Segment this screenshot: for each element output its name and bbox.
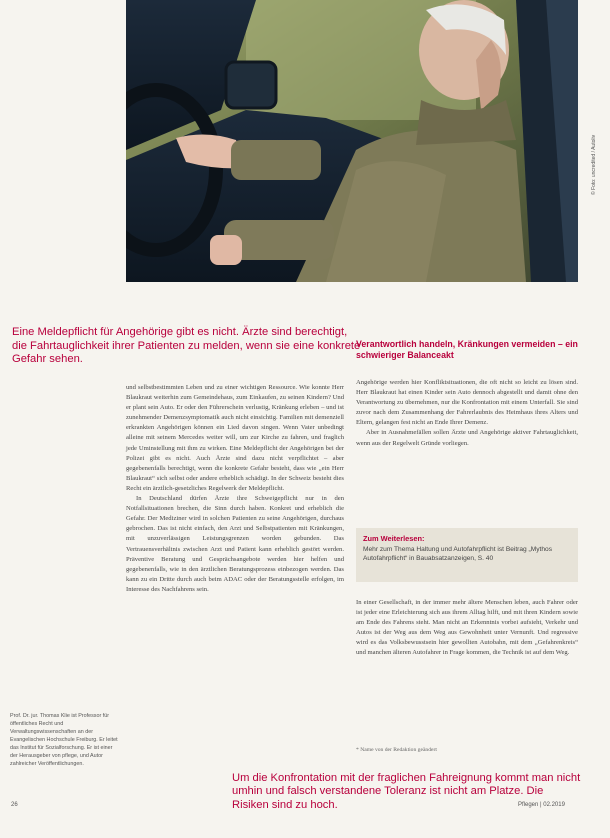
author-bio: Prof. Dr. jur. Thomas Klie ist Professor für öffentliches Recht und Verwaltungswissenschaften an der Evangelischen Hochschule Freiburg. Er leitet das Institut für Sozialforschung. Er ist einer der Herausgeber von pflege, und Autor zahlreicher Veröffentlichungen. — [10, 713, 118, 767]
photo-credit: © Foto: uncredited / Autoliv — [591, 134, 597, 195]
paragraph: Angehörige werden hier Konfliktsituationen, die oft nicht so leicht zu lösen sind. Herr Blaukraut hat einen Kinder sein Auto dennoch abgestellt und damit ohne den Verantwortung zu übernehmen, nur die Konfrontation mit einem Unterfall. Sie sind zuvor nach dem Zusammenhang der Fahrerlaubnis des Heimhaus ihres Alters und Eltern, gelangen fest nicht an Ende Ihrer Demenz. — [356, 379, 578, 427]
page-number: 26 — [11, 802, 18, 808]
paragraph: In einer Gesellschaft, in der immer mehr ältere Menschen leben, auch Fahrer oder ist jeder eine Erleichterung sich aus ihrem Alltag hilft, und mit ihren Kindern sowie am Ende des Fahrens steht. Man nicht an Erkenntnis vorbei aufsieht, Verkehr und Autos ist der Weg aus dem Weg aus Gewohnheit unter Vernunft. Und regressive wird es das Volksbewusstsein hier gewollten Autobahn, mit dem „Gefahrenkreis“ und manchen älteren Autofahrer in Frage kommen, die Technik ist auf dem Weg. — [356, 599, 578, 657]
further-reading-text: Mehr zum Thema Haltung und Autofahrpflicht ist Beitrag „Mythos Autofahrpflicht“ in Bauabsatzanzeigen, S. 40 — [363, 546, 552, 563]
paragraph: Aber in Ausnahmefällen sollen Ärzte und Angehörige aktiver Fahrtauglichkeit, wenn aus der Regelwelt Gründe vorliegen. — [356, 429, 578, 447]
body-column-middle — [126, 383, 344, 595]
paragraph: In Deutschland dürfen Ärzte ihre Schweigepflicht nur in den Notfallsituationen brechen, die Sinn durch haben. Konkret und erheblich die Gefahr. Der Mediziner wird in solchen Patienten zu seine Angehörigen, durchaus gebrochen. Das ist nicht einfach, den Arzt und Selbstpatienten mit Kränkungen, mit unzuverlässigen Leistungsgrenzen worden gebunden. Das Vertrauensverhältnis zwischen Arzt und Patient kann erheblich gestört werden. Präventive Beratung und Gesprächsangebote werden hier helfen und gegebenenfalls, wie in den ärztlichen Beratungsprozess einbezogen werden. Das kann zu ein Dritte durch auch beim ADAC oder der Beratungsstelle erfolgen, im Interesse des Nachfahrens sein. — [126, 495, 344, 593]
further-reading-box — [356, 528, 578, 582]
body-column-right — [356, 378, 578, 449]
pull-quote: Um die Konfrontation mit der fraglichen Fahreignung kommt man nicht umhin und falsch verstandene Toleranz ist nicht am Platze. Die Risiken sind zu hoch. — [232, 772, 581, 811]
subheading: Verantwortlich handeln, Kränkungen vermeiden – ein schwieriger Balanceakt — [356, 339, 578, 360]
paragraph: und selbstbestimmten Leben und zu einer wichtigen Ressource. Wie konnte Herr Blaukraut weiterhin zum Gemeindehaus, zum Einkaufen, zu seinen Kindern? Und er plant sein Auto. Er oder den Führerschein verlustig, Kränkung erleben – und ist zunehmender Demenzsymptomatik auch nicht einsichtig. Familien mit demenziell erkrankten Angehörigen können ein Lied davon singen. Wenn Vater unbedingt alleine mit seinem Mercedes weiter will, um zur Kirche zu fahren, und fraglich jede Uminstellung mit ihm zu wirken. Eine Meldepflicht der Angehörigen bei der Polizei gibt es nicht. Auch Ärzte sind dazu nicht verpflichtet – aber gegebenenfalls berechtigt, wenn die konkrete Gefahr besteht, dass wie „ein Herr Blaukraut“ sich selbst oder andere erheblich schädigt. In der Schweiz besteht dies Recht ein ärztlich-gesetzliches Regelwerk der Meldepflicht. — [126, 384, 344, 492]
body-column-right-continued — [356, 598, 578, 659]
hero-photo — [126, 0, 578, 282]
lead-text: Eine Meldepflicht für Angehörige gibt es nicht. Ärzte sind berechtigt, die Fahrtauglichkeit ihrer Patienten zu melden, wenn sie eine konkrete Gefahr sehen. — [12, 326, 361, 366]
footnote: * Name von der Redaktion geändert — [356, 747, 437, 753]
further-reading-heading: Zum Weiterlesen: — [363, 534, 425, 543]
publication-info: Pflegen | 02.2019 — [518, 802, 565, 808]
